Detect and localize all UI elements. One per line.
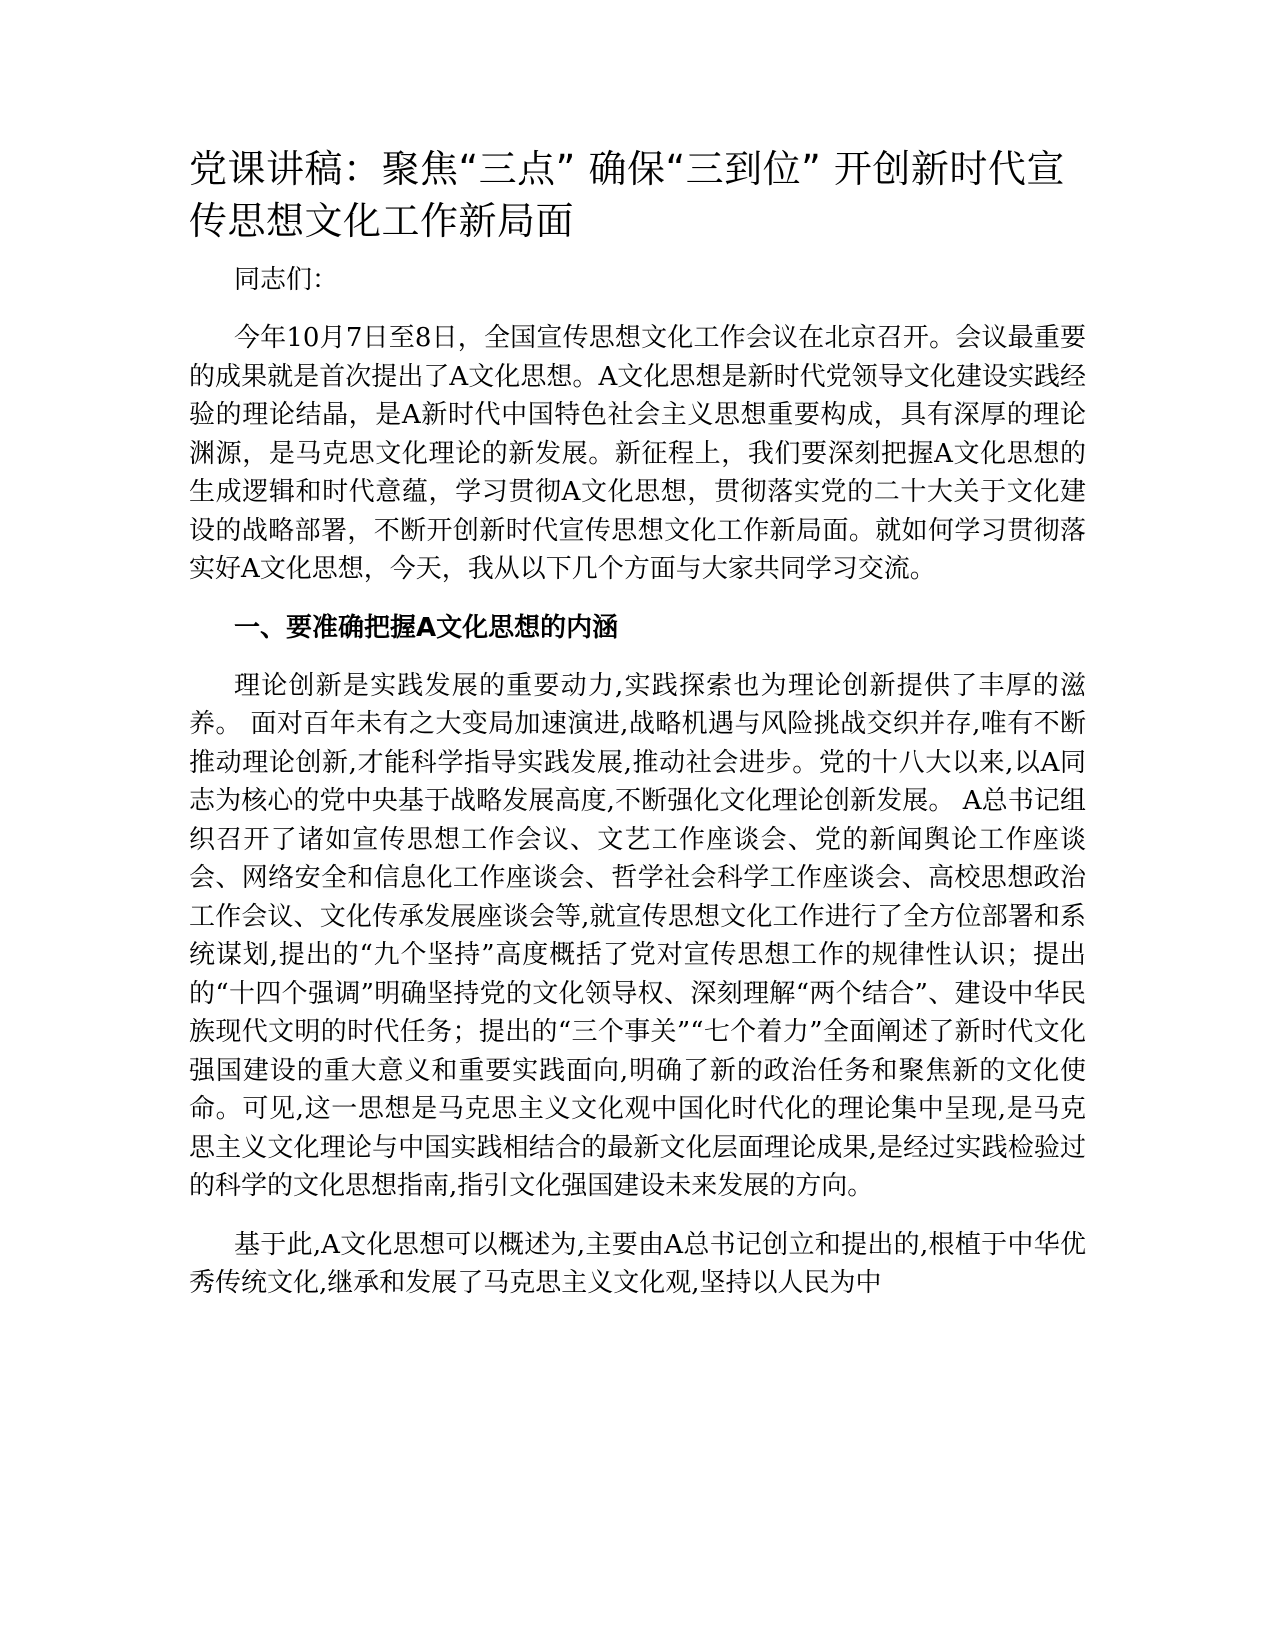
intro-paragraph: 今年10月7日至8日，全国宣传思想文化工作会议在北京召开。会议最重要的成果就是首次提出了A文化思想。A文化思想是新时代党领导文化建设实践经验的理论结晶，是A新时代中国特色社会主义思想重要构成，具有深厚的理论渊源，是马克思文化理论的新发展。新征程上，我们要深刻把握A文化思想的生成逻辑和时代意蕴，学习贯彻A文化思想，贯彻落实党的二十大关于文化建设的战略部署，不断开创新时代宣传思想文化工作新局面。就如何学习贯彻落实好A文化思想，今天，我从以下几个方面与大家共同学习交流。 <box>189 323 1086 584</box>
body-paragraph: 基于此,A文化思想可以概述为,主要由A总书记创立和提出的,根植于中华优秀传统文化,继承和发展了马克思主义文化观,坚持以人民为中 <box>189 1229 1086 1298</box>
body-paragraph: 理论创新是实践发展的重要动力,实践探索也为理论创新提供了丰厚的滋养。 面对百年未有之大变局加速演进,战略机遇与风险挑战交织并存,唯有不断推动理论创新,才能科学指导实践发展,推动社会进步。党的十八大以来,以A同志为核心的党中央基于战略发展高度,不断强化文化理论创新发展。 A总书记组织召开了诸如宣传思想工作会议、文艺工作座谈会、党的新闻舆论工作座谈会、网络安全和信息化工作座谈会、哲学社会科学工作座谈会、高校思想政治工作会议、文化传承发展座谈会等,就宣传思想文化工作进行了全方位部署和系统谋划,提出的“九个坚持”高度概括了党对宣传思想工作的规律性认识；提出的“十四个强调”明确坚持党的文化领导权、深刻理解“两个结合”、建设中华民族现代文明的时代任务；提出的“三个事关”“七个着力”全面阐述了新时代文化强国建设的重大意义和重要实践面向,明确了新的政治任务和聚焦新的文化使命。可见,这一思想是马克思主义文化观中国化时代化的理论集中呈现,是马克思主义文化理论与中国实践相结合的最新文化层面理论成果,是经过实践检验过的科学的文化思想指南,指引文化强国建设未来发展的方向。 <box>189 670 1086 1201</box>
document-body <box>189 143 1086 1323</box>
section-heading: 一、要准确把握A文化思想的内涵 <box>234 612 619 643</box>
salutation: 同志们： <box>234 265 339 295</box>
document-title: 党课讲稿：聚焦“三点” 确保“三到位” 开创新时代宣传思想文化工作新局面 <box>189 147 1065 243</box>
